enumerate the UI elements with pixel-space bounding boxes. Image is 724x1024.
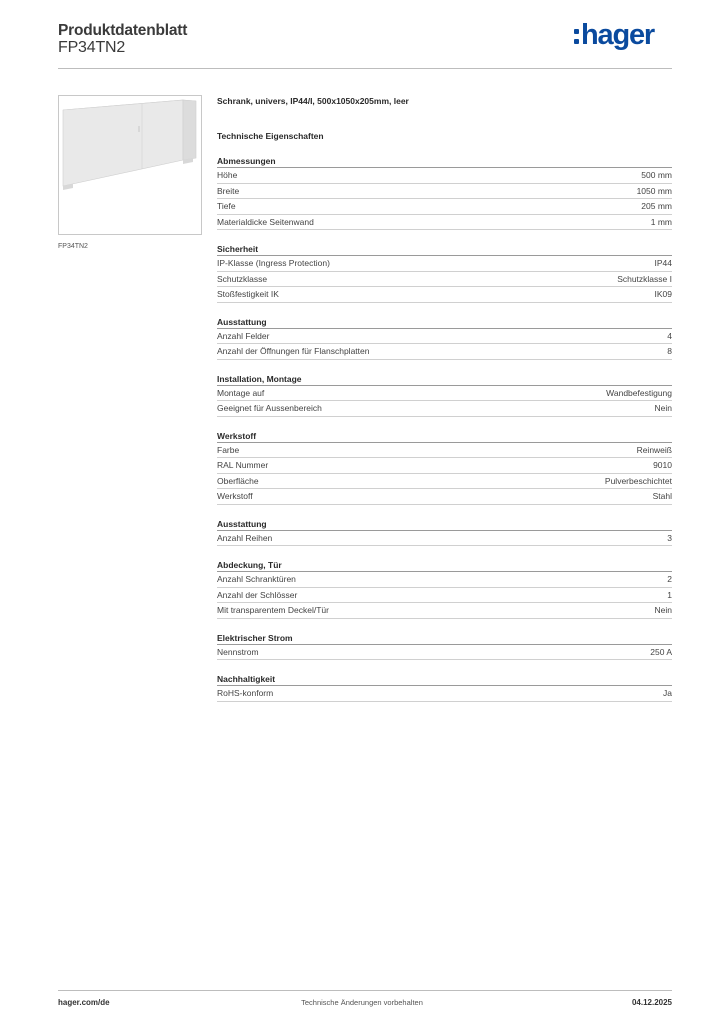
footer-notice: Technische Änderungen vorbehalten: [301, 998, 423, 1007]
table-row: [217, 272, 672, 288]
row-value: 9010: [653, 460, 672, 470]
row-value: 4: [667, 330, 672, 341]
section-title: Elektrischer Strom: [217, 633, 672, 645]
table-row: [217, 531, 672, 547]
section-title: Abmessungen: [217, 156, 672, 168]
table-row: [217, 401, 672, 417]
row-label: Werkstoff: [217, 491, 253, 501]
table-row: [217, 588, 672, 604]
row-label: Stoßfestigkeit IK: [217, 289, 279, 299]
cabinet-illustration-icon: [59, 96, 201, 234]
table-row: [217, 686, 672, 702]
row-value: 2: [667, 574, 672, 584]
row-value: 8: [667, 346, 672, 356]
row-value: 1 mm: [650, 216, 672, 227]
product-image: [58, 95, 202, 235]
table-row: [217, 572, 672, 588]
logo-dots-icon: [574, 29, 579, 44]
section-installation-montage: [217, 374, 672, 417]
row-value: 500 mm: [641, 170, 672, 180]
table-row: [217, 199, 672, 215]
row-value: IK09: [654, 289, 672, 299]
hager-logo: [574, 18, 654, 50]
row-label: RoHS-konform: [217, 688, 274, 698]
section-title: Ausstattung: [217, 519, 672, 531]
section-title: Werkstoff: [217, 431, 672, 443]
row-value: 3: [667, 532, 672, 543]
product-code: FP34TN2: [58, 39, 126, 56]
section-werkstoff: [217, 431, 672, 505]
row-label: Anzahl der Öffnungen für Flanschplatten: [217, 346, 370, 356]
row-value: Nein: [654, 403, 672, 413]
row-label: Geeignet für Aussenbereich: [217, 403, 322, 413]
section-ausstattung: [217, 317, 672, 360]
table-row: [217, 215, 672, 231]
row-value: Wandbefestigung: [606, 387, 672, 398]
row-value: 1: [667, 589, 672, 600]
table-row: [217, 329, 672, 345]
row-label: IP-Klasse (Ingress Protection): [217, 258, 330, 268]
section-title: Ausstattung: [217, 317, 672, 329]
table-row: [217, 645, 672, 661]
row-value: Schutzklasse I: [617, 273, 672, 284]
row-label: Anzahl Schranktüren: [217, 574, 296, 584]
row-label: Anzahl der Schlösser: [217, 589, 298, 600]
section-abmessungen: [217, 156, 672, 230]
section-nachhaltigkeit: [217, 674, 672, 702]
row-value: Stahl: [652, 491, 672, 501]
row-value: 1050 mm: [636, 185, 672, 196]
row-value: 250 A: [650, 646, 672, 657]
footer-date: 04.12.2025: [631, 998, 672, 1007]
section-elektrischer-strom: [217, 633, 672, 661]
row-value: IP44: [654, 258, 672, 268]
product-description: Schrank, univers, IP44/I, 500x1050x205mm, leer: [217, 96, 409, 106]
row-label: Höhe: [217, 170, 238, 180]
table-row: [217, 443, 672, 459]
technical-properties-heading: Technische Eigenschaften: [217, 131, 324, 141]
table-row: [217, 256, 672, 272]
row-label: Oberfläche: [217, 475, 259, 486]
table-row: [217, 386, 672, 402]
table-row: [217, 474, 672, 490]
row-value: Ja: [663, 688, 672, 698]
table-row: [217, 168, 672, 184]
image-caption: FP34TN2: [58, 243, 88, 250]
section-title: Nachhaltigkeit: [217, 674, 672, 686]
row-value: Pulverbeschichtet: [604, 475, 672, 486]
document-title: Produktdatenblatt: [58, 22, 188, 39]
row-value: 205 mm: [641, 201, 672, 211]
row-label: Nennstrom: [217, 646, 259, 657]
row-label: Breite: [217, 185, 240, 196]
row-label: RAL Nummer: [217, 460, 269, 470]
table-row: [217, 344, 672, 360]
table-row: [217, 603, 672, 619]
section-sicherheit: [217, 244, 672, 303]
table-row: [217, 287, 672, 303]
section-title: Installation, Montage: [217, 374, 672, 386]
table-row: [217, 184, 672, 200]
row-label: Montage auf: [217, 387, 265, 398]
row-value: Nein: [654, 605, 672, 615]
table-row: [217, 458, 672, 474]
section-abdeckung-tuer: [217, 560, 672, 619]
row-label: Schutzklasse: [217, 273, 268, 284]
row-label: Anzahl Felder: [217, 330, 270, 341]
table-row: [217, 489, 672, 505]
row-label: Materialdicke Seitenwand: [217, 216, 314, 227]
row-value: Reinweiß: [636, 444, 672, 455]
row-label: Farbe: [217, 444, 240, 455]
footer-divider: [58, 990, 672, 991]
row-label: Mit transparentem Deckel/Tür: [217, 605, 329, 615]
row-label: Anzahl Reihen: [217, 532, 273, 543]
section-title: Sicherheit: [217, 244, 672, 256]
logo-text: hager: [581, 19, 654, 51]
page-header: [58, 20, 672, 68]
footer-website-link[interactable]: hager.com/de: [58, 998, 110, 1007]
product-details: [217, 95, 672, 702]
row-label: Tiefe: [217, 201, 236, 211]
section-title: Abdeckung, Tür: [217, 560, 672, 572]
header-divider: [58, 68, 672, 69]
section-ausstattung-2: [217, 519, 672, 547]
